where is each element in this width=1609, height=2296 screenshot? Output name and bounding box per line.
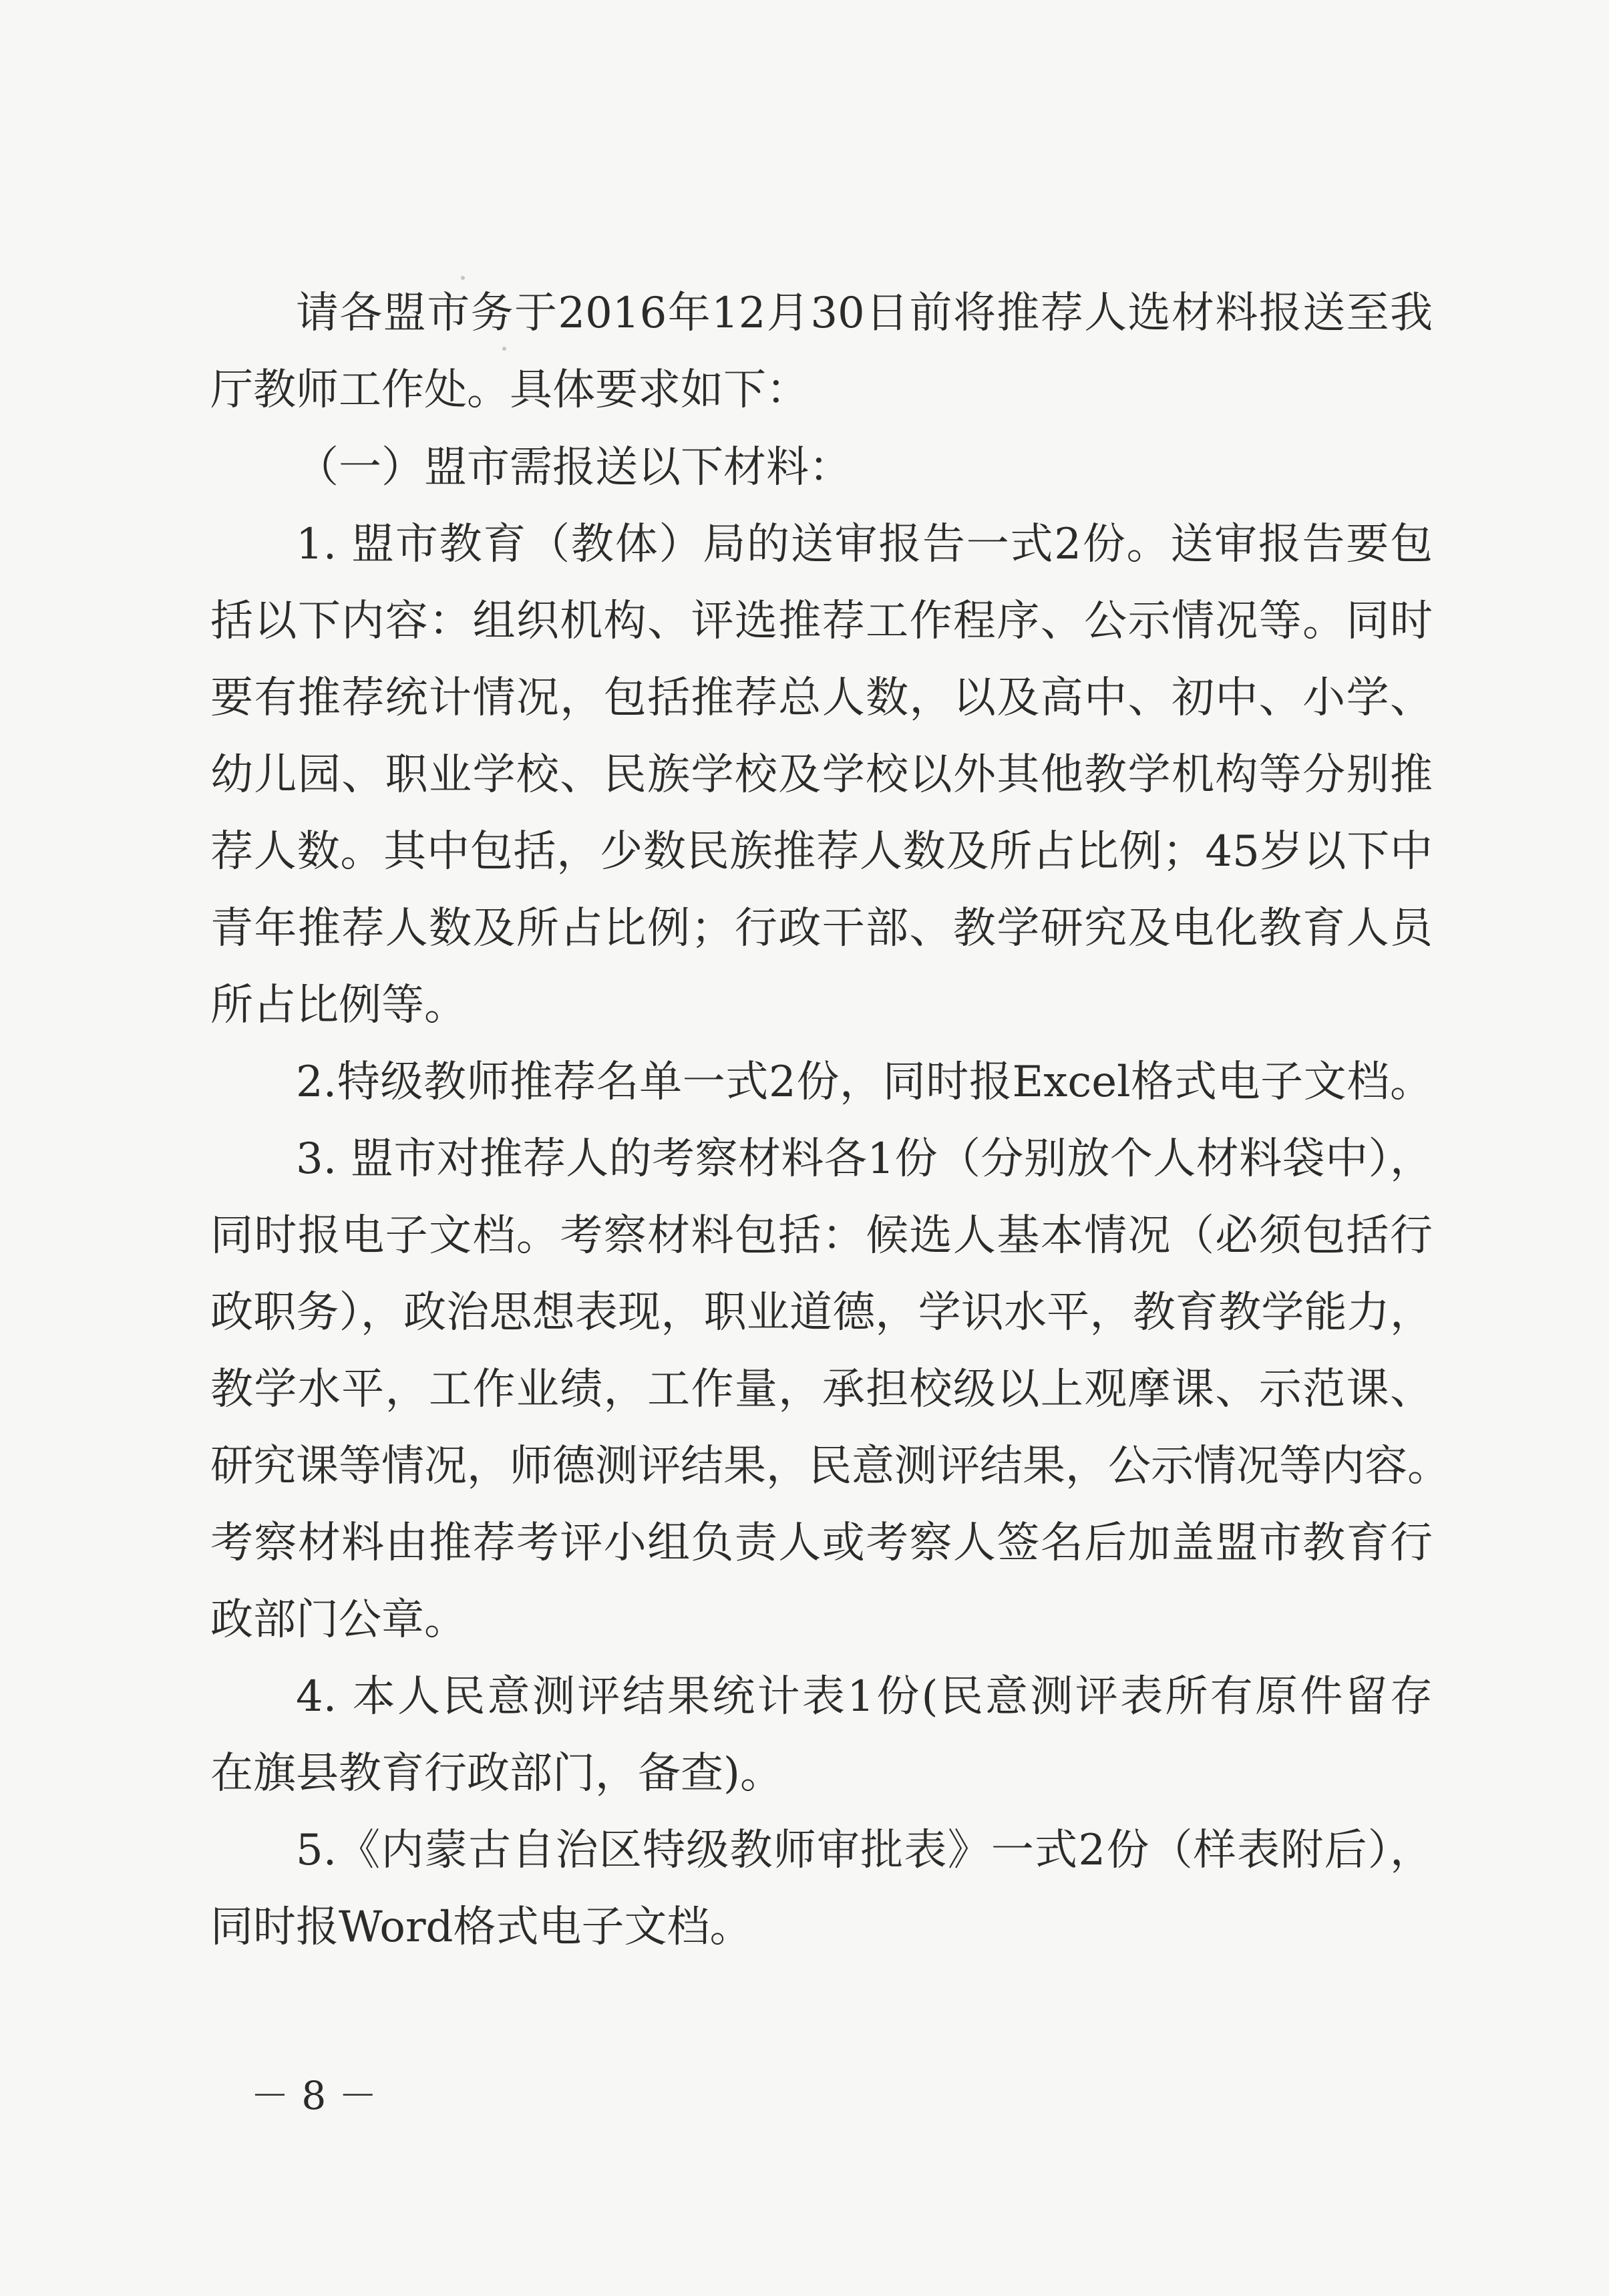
item-4-line-1: 4. 本人民意测评结果统计表1份(民意测评表所有原件留存 (296, 1672, 1433, 1721)
item-2-line-1: 2.特级教师推荐名单一式2份，同时报Excel格式电子文档。 (296, 1057, 1433, 1107)
item-1-line-1: 1. 盟市教育（教体）局的送审报告一式2份。送审报告要包 (296, 520, 1433, 569)
item-3-line-2: 同时报电子文档。考察材料包括：候选人基本情况（必须包括行 (210, 1211, 1433, 1261)
item-1-line-3: 要有推荐统计情况，包括推荐总人数，以及高中、初中、小学、 (210, 673, 1433, 723)
item-4-line-2: 在旗县教育行政部门，备查)。 (210, 1749, 783, 1798)
page-number: － 8 － (250, 2073, 377, 2118)
paragraph-1-line-1: 请各盟市务于2016年12月30日前将推荐人选材料报送至我 (296, 289, 1433, 338)
item-3-line-5: 研究课等情况，师德测评结果，民意测评结果，公示情况等内容。 (210, 1442, 1450, 1491)
item-1-line-7: 所占比例等。 (210, 981, 467, 1030)
item-3-line-3: 政职务），政治思想表现，职业道德，学识水平，教育教学能力， (210, 1288, 1433, 1337)
item-3-line-7: 政部门公章。 (210, 1595, 467, 1645)
item-5-line-1: 5.《内蒙古自治区特级教师审批表》一式2份（样表附后）， (296, 1826, 1433, 1875)
paragraph-1-line-2: 厅教师工作处。具体要求如下： (210, 365, 809, 415)
item-1-line-4: 幼儿园、职业学校、民族学校及学校以外其他教学机构等分别推 (210, 750, 1433, 800)
item-3-line-6: 考察材料由推荐考评小组负责人或考察人签名后加盖盟市教育行 (210, 1518, 1433, 1568)
item-3-line-1: 3. 盟市对推荐人的考察材料各1份（分别放个人材料袋中）， (296, 1134, 1433, 1184)
item-1-line-5: 荐人数。其中包括，少数民族推荐人数及所占比例；45岁以下中 (210, 827, 1433, 876)
item-1-line-2: 括以下内容：组织机构、评选推荐工作程序、公示情况等。同时 (210, 597, 1433, 646)
item-5-line-2: 同时报Word格式电子文档。 (210, 1903, 753, 1952)
scan-speck (502, 347, 506, 351)
section-heading: （一）盟市需报送以下材料： (296, 443, 852, 492)
scan-speck (461, 276, 465, 280)
item-1-line-6: 青年推荐人数及所占比例；行政干部、教学研究及电化教育人员 (210, 904, 1433, 953)
item-3-line-4: 教学水平，工作业绩，工作量，承担校级以上观摩课、示范课、 (210, 1365, 1433, 1414)
